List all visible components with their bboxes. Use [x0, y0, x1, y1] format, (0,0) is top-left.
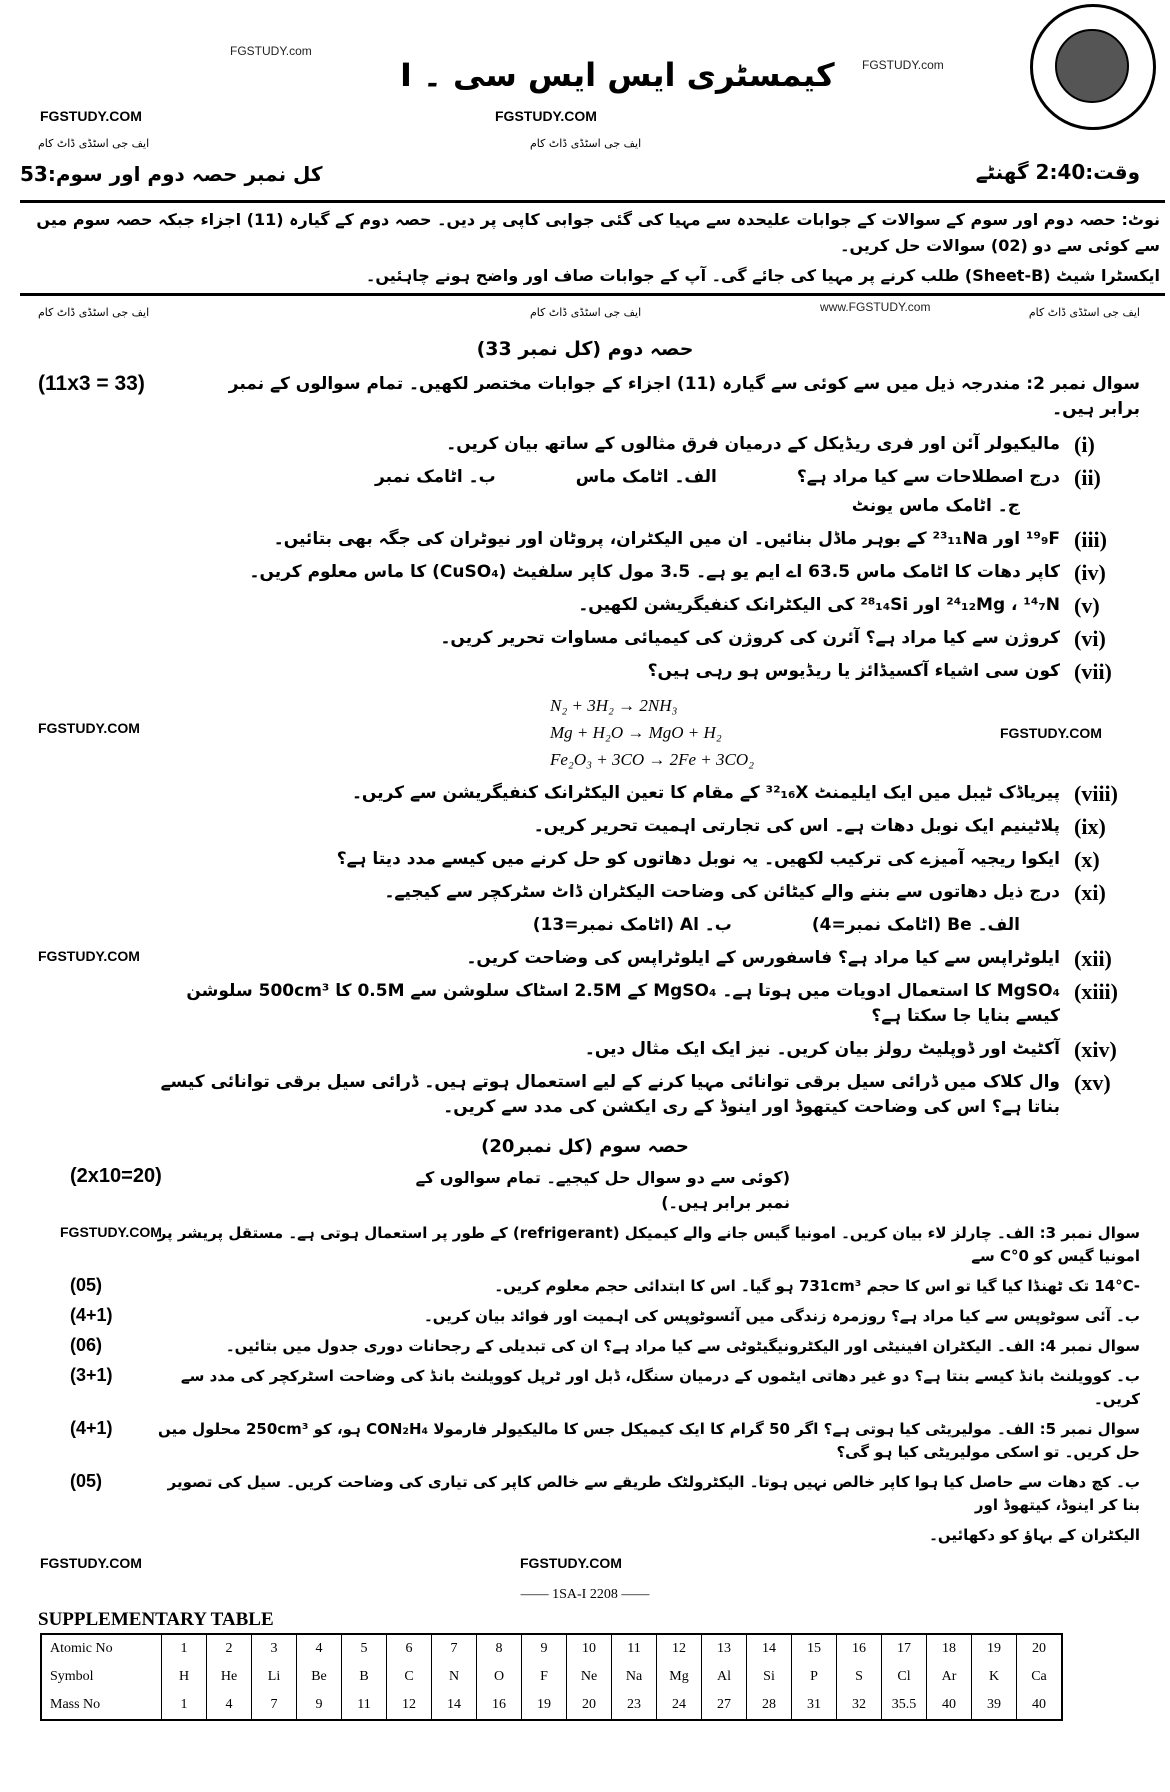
- instructions-note: نوٹ: حصہ دوم اور سوم کے سوالات کے جوابات علیحدہ سے مہیا کی گئی جوابی کاپی پر دیں۔ حصہ دوم کے گیارہ (11) اجزاء جبکہ حصہ سوم میں سے کوئی سے دو (02) سوالات حل کریں۔: [36, 210, 1160, 255]
- table-cell: 40: [927, 1691, 972, 1720]
- table-cell: 7: [252, 1691, 297, 1720]
- question-side: [0, 946, 150, 965]
- watermark: ایف جی اسٹڈی ڈاٹ کام: [38, 306, 150, 319]
- watermark: FGSTUDY.COM: [40, 1555, 142, 1571]
- question-body: [150, 465, 1060, 519]
- question-number: (v): [1074, 593, 1100, 618]
- question-row: [0, 814, 1170, 839]
- board-seal-logo: [1030, 4, 1156, 130]
- table-cell: 31: [792, 1691, 837, 1720]
- question-number: (viii): [1074, 781, 1118, 806]
- table-cell: Li: [252, 1663, 297, 1691]
- watermark-row: [0, 1553, 1170, 1577]
- table-cell: Ar: [927, 1663, 972, 1691]
- time-allowed: وقت:2:40 گھنٹے: [975, 160, 1140, 184]
- question-marks: (05): [70, 1471, 103, 1491]
- question-text: پیریاڈک ٹیبل میں ایک ایلیمنٹ ³²₁₆X کے مقام کا تعین الیکٹرانک کنفیگریشن سے کریں۔: [351, 783, 1060, 803]
- long-question-text: سوال نمبر 4: الف۔ الیکٹران افینیٹی اور الیکٹرونیگیٹوٹی سے کیا مراد ہے؟ ان کی تبدیلی کے رجحانات دوری جدول میں بتائیں۔: [225, 1337, 1140, 1355]
- question-text: وال کلاک میں ڈرائی سیل برقی توانائی مہیا کرنے کے لیے استعمال ہوتے ہیں۔ ڈرائی سیل برقی توانائی کیسے بناتا ہے؟ اس کی وضاحت کیتھوڈ اور اینوڈ کے ری ایکشن کی مدد سے کریں۔: [160, 1072, 1060, 1117]
- long-question-row: [0, 1471, 1170, 1517]
- watermark: ایف جی اسٹڈی ڈاٹ کام: [38, 137, 150, 150]
- long-question-text: سوال نمبر 3: الف۔ چارلز لاء بیان کریں۔ امونیا گیس جانے والے کیمیکل (refrigerant) کے طور پر استعمال ہوتی ہے۔ مستقل پریشر پر امونیا گیس کو 0°C سے: [157, 1224, 1140, 1265]
- table-cell: P: [792, 1663, 837, 1691]
- table-cell: 20: [1017, 1634, 1063, 1663]
- paper-code: —— 1SA-I 2208 ——: [520, 1587, 650, 1602]
- question-row: [0, 979, 1170, 1029]
- question-text: آکٹیٹ اور ڈوپلیٹ رولز بیان کریں۔ نیز ایک ایک مثال دیں۔: [584, 1039, 1060, 1059]
- question-text: کروژن سے کیا مراد ہے؟ آئرن کی کروژن کی کیمیائی مساوات تحریر کریں۔: [440, 628, 1060, 648]
- question-marks: (05): [70, 1275, 103, 1295]
- table-cell: Na: [612, 1663, 657, 1691]
- equations-row: [0, 692, 1170, 773]
- table-cell: 28: [747, 1691, 792, 1720]
- part2-marks: (11x3 = 33): [38, 372, 145, 395]
- row-label: Atomic No: [41, 1634, 162, 1663]
- table-cell: 11: [612, 1634, 657, 1663]
- watermark: ایف جی اسٹڈی ڈاٹ کام: [530, 306, 642, 319]
- row-label: Symbol: [41, 1663, 162, 1691]
- question-number: (i): [1074, 432, 1095, 457]
- question-number: (vi): [1074, 626, 1106, 651]
- watermark: FGSTUDY.com: [862, 58, 944, 72]
- table-cell: K: [972, 1663, 1017, 1691]
- question-row: [0, 1037, 1170, 1062]
- table-cell: 1: [162, 1691, 207, 1720]
- table-cell: 4: [297, 1634, 342, 1663]
- table-cell: Si: [747, 1663, 792, 1691]
- table-cell: 40: [1017, 1691, 1063, 1720]
- question-text: کاپر دھات کا اٹامک ماس 63.5 اے ایم یو ہے۔ 3.5 مول کاپر سلفیٹ (CuSO₄) کا ماس معلوم کریں۔: [249, 562, 1060, 582]
- table-cell: O: [477, 1663, 522, 1691]
- table-cell: 2: [207, 1634, 252, 1663]
- question-text: ²⁴₁₂Mg ، ¹⁴₇N اور ²⁸₁₄Si کی الیکٹرانک کنفیگریشن لکھیں۔: [578, 595, 1060, 615]
- long-question-row: [0, 1418, 1170, 1464]
- equation: N₂ + 3H₂ → 2NH₃: [550, 696, 678, 715]
- question-option: الف۔ اٹامک ماس: [575, 467, 717, 487]
- table-cell: Be: [297, 1663, 342, 1691]
- question-text: ایلوٹراپس سے کیا مراد ہے؟ فاسفورس کے ایلوٹراپس کی وضاحت کریں۔: [466, 948, 1060, 968]
- long-question-row: [0, 1365, 1170, 1411]
- table-cell: 12: [657, 1634, 702, 1663]
- equations-right: [1000, 692, 1170, 746]
- table-cell: 6: [387, 1634, 432, 1663]
- divider: [20, 200, 1165, 203]
- table-cell: 23: [612, 1691, 657, 1720]
- long-question-side: [0, 1275, 150, 1296]
- long-question-text: -14°C تک ٹھنڈا کیا گیا تو اس کا حجم 731cm³ ہو گیا۔ اس کا ابتدائی حجم معلوم کریں۔: [494, 1277, 1140, 1295]
- question-text: ¹⁹₉F اور ²³₁₁Na کے بوہر ماڈل بنائیں۔ ان میں الیکٹران، پروٹان اور نیوٹران کی جگہ بھی بتائیں۔: [273, 529, 1060, 549]
- question-marks: (3+1): [70, 1365, 113, 1385]
- table-cell: 8: [477, 1634, 522, 1663]
- watermark: FGSTUDY.COM: [60, 1224, 162, 1240]
- question-body: [150, 880, 1060, 938]
- table-cell: 32: [837, 1691, 882, 1720]
- table-cell: 19: [972, 1634, 1017, 1663]
- long-question-text: الیکٹران کے بہاؤ کو دکھائیں۔: [929, 1526, 1140, 1544]
- watermark: ایف جی اسٹڈی ڈاٹ کام: [530, 137, 642, 150]
- question-body: [150, 979, 1060, 1029]
- question-number: (iv): [1074, 560, 1106, 585]
- table-cell: 9: [522, 1634, 567, 1663]
- question-option: ج۔ اٹامک ماس یونٹ: [851, 496, 1020, 516]
- question-row: [0, 593, 1170, 618]
- question-text: ایکوا ریجیہ آمیزے کی ترکیب لکھیں۔ یہ نوبل دھاتوں کو حل کرنے میں کیسے مدد دیتا ہے؟: [336, 849, 1060, 869]
- question-option: ب۔ Al (اٹامک نمبر=13): [532, 915, 732, 935]
- question-text: MgSO₄ کا استعمال ادویات میں ہوتا ہے۔ MgSO₄ کے 2.5M اسٹاک سلوشن سے 0.5M کا 500cm³ سلوشن کیسے بنایا جا سکتا ہے؟: [186, 981, 1060, 1026]
- long-question-side: [0, 1222, 162, 1241]
- supplementary-table: [40, 1633, 1063, 1721]
- question-body: [150, 560, 1060, 585]
- table-cell: 13: [702, 1634, 747, 1663]
- watermark: FGSTUDY.COM: [495, 108, 597, 124]
- long-question-row: [0, 1275, 1170, 1298]
- table-cell: Al: [702, 1663, 747, 1691]
- question-body: [150, 814, 1060, 839]
- question-number: (xv): [1074, 1070, 1111, 1095]
- table-cell: S: [837, 1663, 882, 1691]
- question-text: درج اصطلاحات سے کیا مراد ہے؟: [796, 467, 1060, 487]
- part2-heading: حصہ دوم (کل نمبر 33): [476, 338, 694, 360]
- equations: [150, 692, 1000, 773]
- table-cell: 27: [702, 1691, 747, 1720]
- part3-instruction: (کوئی سے دو سوال حل کیجیے۔ تمام سوالوں کے نمبر برابر ہیں۔): [415, 1168, 790, 1212]
- short-questions: [0, 432, 1170, 1120]
- long-question-side: [0, 1335, 150, 1356]
- table-cell: 1: [162, 1634, 207, 1663]
- question-row: [0, 465, 1170, 519]
- long-question-side: [0, 1471, 150, 1492]
- table-cell: H: [162, 1663, 207, 1691]
- long-question-text: سوال نمبر 5: الف۔ مولیریٹی کیا ہوتی ہے؟ اگر 50 گرام کا ایک کیمیکل جس کا مالیکیولر فارمولا CON₂H₄ ہو، کو 250cm³ محلول میں حل کریں۔ تو اسکی مولیریٹی کیا ہو گی؟: [157, 1420, 1140, 1461]
- question-body: [150, 527, 1060, 552]
- table-cell: 7: [432, 1634, 477, 1663]
- question-number: (x): [1074, 847, 1100, 872]
- table-cell: 5: [342, 1634, 387, 1663]
- question-row: [0, 880, 1170, 938]
- question-row: [0, 847, 1170, 872]
- table-cell: N: [432, 1663, 477, 1691]
- long-question-text: ب۔ کوویلنٹ بانڈ کیسے بنتا ہے؟ دو غیر دھاتی ایٹموں کے درمیان سنگل، ڈبل اور ٹرپل کوویلنٹ بانڈ کی وضاحت اسٹرکچر کی مدد سے کریں۔: [180, 1367, 1140, 1408]
- question-number: (xii): [1074, 946, 1112, 971]
- question-body: [150, 432, 1060, 457]
- long-question-side: [0, 1418, 150, 1439]
- question-row: [0, 659, 1170, 684]
- question-row: [0, 1070, 1170, 1120]
- equations-side: [0, 692, 150, 737]
- watermark-row: [0, 300, 1170, 324]
- table-cell: 15: [792, 1634, 837, 1663]
- table-cell: 20: [567, 1691, 612, 1720]
- question-text: پلاٹینیم ایک نوبل دھات ہے۔ اس کی تجارتی اہمیت تحریر کریں۔: [533, 816, 1060, 836]
- question-row: [0, 781, 1170, 806]
- table-cell: B: [342, 1663, 387, 1691]
- supplementary-table-title: SUPPLEMENTARY TABLE: [38, 1609, 274, 1630]
- question-number: (xi): [1074, 880, 1106, 905]
- table-cell: F: [522, 1663, 567, 1691]
- long-question-side: [0, 1305, 150, 1326]
- long-question-side: [0, 1365, 150, 1386]
- table-cell: Ca: [1017, 1663, 1063, 1691]
- question-row: [0, 946, 1170, 971]
- total-marks: کل نمبر حصہ دوم اور سوم:53: [20, 162, 323, 186]
- instructions-sheet-b: ایکسٹرا شیٹ (Sheet-B) طلب کرنے پر مہیا کی جائے گی۔ آپ کے جوابات صاف اور واضح ہونے چاہئیں۔: [366, 266, 1160, 285]
- watermark: FGSTUDY.com: [230, 44, 312, 58]
- question-number: (ix): [1074, 814, 1106, 839]
- question-text: کون سی اشیاء آکسیڈائز یا ریڈیوس ہو رہی ہیں؟: [647, 661, 1060, 681]
- table-cell: 14: [747, 1634, 792, 1663]
- table-cell: 18: [927, 1634, 972, 1663]
- question-body: [150, 626, 1060, 651]
- table-row: [41, 1691, 1062, 1720]
- question-row: [0, 626, 1170, 651]
- row-label: Mass No: [41, 1691, 162, 1720]
- table-cell: 16: [837, 1634, 882, 1663]
- table-cell: 24: [657, 1691, 702, 1720]
- watermark: FGSTUDY.COM: [520, 1555, 622, 1571]
- equation: Fe₂O₃ + 3CO → 2Fe + 3CO₂: [550, 750, 755, 769]
- table-cell: 4: [207, 1691, 252, 1720]
- table-cell: 39: [972, 1691, 1017, 1720]
- watermark: FGSTUDY.COM: [1000, 725, 1102, 741]
- question-number: (xiv): [1074, 1037, 1117, 1062]
- long-question-row: [0, 1524, 1170, 1547]
- question-number: (vii): [1074, 659, 1112, 684]
- table-cell: 9: [297, 1691, 342, 1720]
- question-option: ب۔ اٹامک نمبر: [375, 467, 496, 487]
- table-cell: 35.5: [882, 1691, 927, 1720]
- question-number: (xiii): [1074, 979, 1118, 1004]
- table-cell: Ne: [567, 1663, 612, 1691]
- part2-instruction-row: [0, 372, 1170, 422]
- long-question-row: [0, 1335, 1170, 1358]
- table-cell: 10: [567, 1634, 612, 1663]
- watermark: FGSTUDY.COM: [38, 948, 140, 964]
- paper-body: [0, 196, 1170, 1721]
- page-title: کیمسٹری ایس ایس سی ۔ I: [400, 56, 835, 94]
- equation: Mg + H₂O → MgO + H₂: [550, 723, 722, 742]
- table-cell: Mg: [657, 1663, 702, 1691]
- question-body: [150, 781, 1060, 806]
- long-question-row: [0, 1222, 1170, 1268]
- long-question-text: ب۔ کچ دھات سے حاصل کیا ہوا کاپر خالص نہیں ہوتا۔ الیکٹرولٹک طریقے سے خالص کاپر کی تیاری کی وضاحت کریں۔ سیل کی تصویر بنا کر اینوڈ، کیتھوڈ اور: [167, 1473, 1140, 1514]
- watermark: FGSTUDY.COM: [40, 108, 142, 124]
- question-option: الف۔ Be (اٹامک نمبر=4): [811, 915, 1020, 935]
- table-cell: 16: [477, 1691, 522, 1720]
- part3-heading: حصہ سوم (کل نمبر20): [481, 1136, 689, 1157]
- table-cell: 11: [342, 1691, 387, 1720]
- question-text: درج ذیل دھاتوں سے بننے والے کیٹائن کی وضاحت الیکٹران ڈاٹ سٹرکچر سے کیجیے۔: [384, 882, 1060, 902]
- table-cell: He: [207, 1663, 252, 1691]
- question-body: [150, 593, 1060, 618]
- question-row: [0, 527, 1170, 552]
- long-question-text: ب۔ آئی سوٹوپس سے کیا مراد ہے؟ روزمرہ زندگی میں آئسوٹوپس کی اہمیت اور فوائد بیان کریں۔: [423, 1307, 1140, 1325]
- table-row: [41, 1634, 1062, 1663]
- question-body: [150, 847, 1060, 872]
- table-cell: Cl: [882, 1663, 927, 1691]
- question-body: [150, 1037, 1060, 1062]
- question-row: [0, 432, 1170, 457]
- table-row: [41, 1663, 1062, 1691]
- question-number: (ii): [1074, 465, 1101, 490]
- question-body: [150, 659, 1060, 684]
- table-cell: 14: [432, 1691, 477, 1720]
- question-marks: (06): [70, 1335, 103, 1355]
- watermark: ایف جی اسٹڈی ڈاٹ کام: [1028, 306, 1140, 319]
- question-marks: (4+1): [70, 1418, 113, 1438]
- long-questions: [0, 1222, 1170, 1547]
- watermark: FGSTUDY.COM: [38, 720, 140, 736]
- question-row: [0, 560, 1170, 585]
- table-cell: 3: [252, 1634, 297, 1663]
- table-cell: C: [387, 1663, 432, 1691]
- table-cell: 19: [522, 1691, 567, 1720]
- part3-marks: (2x10=20): [70, 1165, 162, 1187]
- question-body: [150, 946, 1060, 971]
- question-number: (iii): [1074, 527, 1107, 552]
- table-cell: 12: [387, 1691, 432, 1720]
- watermark: www.FGSTUDY.com: [820, 300, 931, 314]
- question-body: [150, 1070, 1060, 1120]
- question-marks: (4+1): [70, 1305, 113, 1325]
- divider: [20, 293, 1165, 296]
- table-cell: 17: [882, 1634, 927, 1663]
- part2-instruction: سوال نمبر 2: مندرجہ ذیل میں سے کوئی سے گیارہ (11) اجزاء کے جوابات مختصر لکھیں۔ تمام سوالوں کے نمبر برابر ہیں۔: [228, 374, 1140, 419]
- part3-instruction-row: [0, 1165, 1170, 1215]
- question-text: مالیکیولر آئن اور فری ریڈیکل کے درمیان فرق مثالوں کے ساتھ بیان کریں۔: [446, 434, 1060, 454]
- long-question-row: [0, 1305, 1170, 1328]
